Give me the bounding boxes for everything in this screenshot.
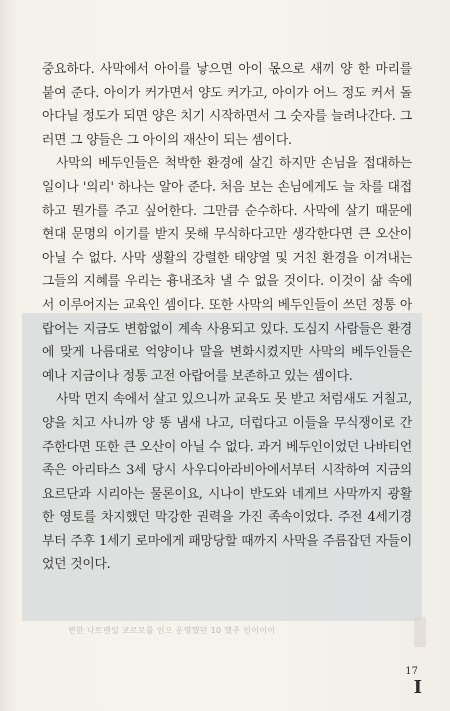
body-text [42,58,412,577]
paragraph-2: 사막의 베두인들은 척박한 환경에 살긴 하지만 손님을 접대하는 일이나 '의리' 하나는 알아 준다. 처음 보는 손님에게도 늘 차를 대접하고 뭔가를 주고 싶어한다. 그만큼 순수하다. 사막에 살기 때문에 현대 문명의 이기를 받지 못해 무식하다고만 생각한다면 큰 오산이 아닐 수 없다. 사막 생활의 강렬한 태양열 및 거친 환경을 이겨내는 그들의 지혜를 우리는 흉내조차 낼 수 없을 것이다. 이것이 삶 속에서 이루어지는 교육인 셈이다. 또한 사막의 베두인들이 쓰던 정통 아랍어는 지금도 변함없이 계속 사용되고 있다. 도심지 사람들은 환경에 맞게 나름대로 억양이나 말을 변화시켰지만 사막의 베두인들은 예나 지금이나 정통 고전 아랍어를 보존하고 있는 셈이다. [42,156,412,384]
bleed-through-text: 변한 나트렌일 코르로를 인으 운명했던 10 했주 인이이이 [68,626,276,635]
paragraph-1: 중요하다. 사막에서 아이를 낳으면 아이 몫으로 새끼 양 한 마리를 붙여 준다. 아이가 커가면서 양도 커가고, 아이가 어느 정도 커서 돌아다닐 정도가 되면 양은 치기 시작하면서 그 숫자를 늘려나간다. 그러면 그 양들은 그 아이의 재산이 되는 셈이다. [42,62,412,148]
page-number: 17 [405,666,418,677]
chapter-mark: I [413,677,422,698]
paragraph-3: 사막 먼지 속에서 살고 있으니까 교육도 못 받고 처럼새도 거칠고, 양을 치고 사니까 양 똥 냄새 나고, 더럽다고 이들을 무식쟁이로 간주한다면 또한 큰 오산이 아닐 수 없다. 과거 베두인이었던 나바티언 족은 아리타스 3세 당시 사우디아라비아에서부터 시작하여 지금의 요르단과 시리아는 물론이요, 시나이 반도와 네게브 사막까지 광활한 영토를 차지했던 막강한 권력을 가진 족속이었다. 주전 4세기경부터 주후 1세기 로마에게 패망당할 때까지 사막을 주름잡던 자들이었던 것이다. [42,392,412,573]
page-edge-tab [414,617,426,647]
